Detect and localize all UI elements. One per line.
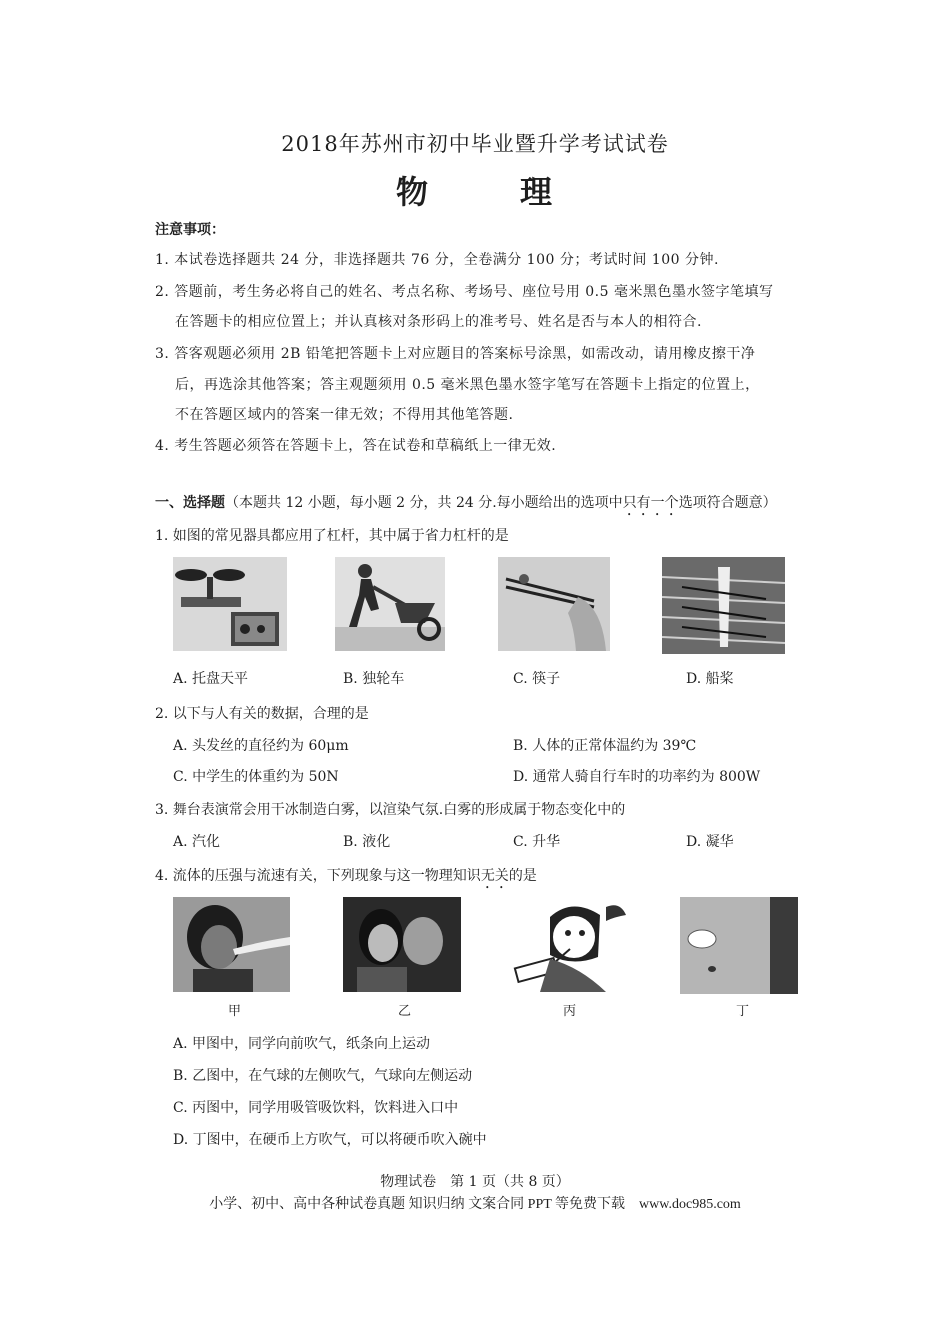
notice-line-4: 4. 考生答题必须答在答题卡上，答在试卷和草稿纸上一律无效. [155,438,557,454]
chopsticks-photo [498,557,610,651]
section-desc-b: 选项符合题意） [678,495,777,511]
balance-photo [173,557,287,651]
q2-stem: 2. 以下与人有关的数据，合理的是 [155,706,369,722]
q2-option-a: A. 头发丝的直径约为 60μm [173,738,349,754]
q4-stem [155,865,537,892]
section-label: 一、选择题 [155,495,225,511]
subject-char-2: 理 [520,173,555,211]
straw-drinking-cartoon [510,897,630,992]
q4-caption-jia: 甲 [228,1004,242,1019]
notice-heading: 注意事项： [155,222,225,238]
notice-line-3: 3. 答客观题必须用 2B 铅笔把答题卡上对应题目的答案标号涂黑，如需改动，请用橡皮擦干净 [155,346,756,362]
notice-line-3c: 不在答题区域内的答案一律无效；不得用其他笔答题. [175,407,514,423]
q4-caption-ding: 丁 [736,1004,750,1019]
section-desc-a: （本题共 12 小题，每小题 2 分，共 24 分.每小题给出的选项中 [225,495,623,511]
page-footer: 物理试卷 第 1 页（共 8 页） [380,1174,570,1190]
notice-line-2b: 在答题卡的相应位置上；并认真核对条形码上的准考号、姓名是否与本人的相符合. [175,314,702,330]
exam-title: 2018年苏州市初中毕业暨升学考试试卷 [281,132,669,156]
q4-option-b: B. 乙图中，在气球的左侧吹气，气球向左侧运动 [173,1068,473,1084]
q3-option-b: B. 液化 [343,834,391,850]
notice-line-2: 2. 答题前，考生务必将自己的姓名、考点名称、考场号、座位号用 0.5 毫米黑色墨水签字笔填写 [155,284,774,300]
balloon-photo [343,897,461,992]
q1-option-d: D. 船桨 [686,671,734,687]
q1-option-b: B. 独轮车 [343,671,405,687]
blowing-paper-photo [173,897,290,992]
q4-caption-yi: 乙 [398,1004,412,1019]
site-footer: 小学、初中、高中各种试卷真题 知识归纳 文案合同 PPT 等免费下载 www.doc985.com [209,1197,741,1212]
q4-caption-bing: 丙 [563,1004,577,1019]
q2-option-c: C. 中学生的体重约为 50N [173,769,339,785]
coin-bowl-photo [680,897,798,994]
q4-stem-emphasis: 无关 [480,868,509,884]
q1-option-a: A. 托盘天平 [173,671,249,687]
section-desc-emphasis: 只有一个 [622,495,679,511]
q4-stem-b: 的是 [508,868,537,884]
q3-stem: 3. 舞台表演常会用干冰制造白雾，以渲染气氛.白雾的形成属于物态变化中的 [155,802,626,818]
section-heading [155,492,777,519]
notice-line-3b: 后，再选涂其他答案；答主观题须用 0.5 毫米黑色墨水签字笔写在答题卡上指定的位置上， [175,377,760,393]
q2-option-d: D. 通常人骑自行车时的功率约为 800W [513,769,761,785]
q3-option-d: D. 凝华 [686,834,734,850]
q3-option-a: A. 汽化 [173,834,221,850]
rowing-boat-photo [662,557,785,654]
q3-option-c: C. 升华 [513,834,561,850]
wheelbarrow-photo [335,557,445,651]
q2-option-b: B. 人体的正常体温约为 39℃ [513,738,697,754]
subject-char-1: 物 [395,173,430,211]
q4-option-d: D. 丁图中，在硬币上方吹气，可以将硬币吹入碗中 [173,1132,487,1148]
notice-line-1: 1. 本试卷选择题共 24 分，非选择题共 76 分，全卷满分 100 分；考试时间 100 分钟. [155,252,719,268]
q1-option-c: C. 筷子 [513,671,561,687]
subject-title [0,167,950,213]
q4-option-a: A. 甲图中，同学向前吹气，纸条向上运动 [173,1036,431,1052]
q1-stem: 1. 如图的常见器具都应用了杠杆，其中属于省力杠杆的是 [155,528,509,544]
q4-option-c: C. 丙图中，同学用吸管吸饮料，饮料进入口中 [173,1100,459,1116]
q4-stem-a: 4. 流体的压强与流速有关，下列现象与这一物理知识 [155,868,481,884]
